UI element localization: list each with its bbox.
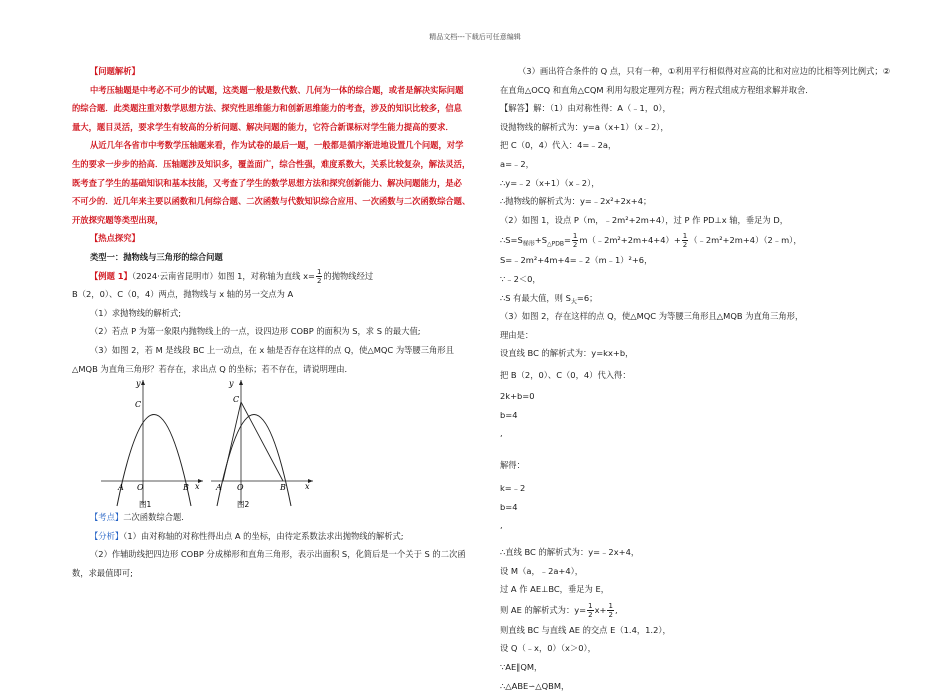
analysis-line: 量大，题目灵活，要求学生有较高的分析问题、解决问题的能力，它符合新课标对学生能力提高的要求． [72,121,454,132]
y-arrow [141,380,145,385]
analysis-title: 【问题解析】 [90,66,140,76]
frac-den: 2 [608,610,613,619]
frac-num: 1 [608,601,613,610]
frac-den: 2 [588,610,593,619]
solution-line: 设抛物线的解析式为：y=a（x+1）（x﹣2）， [500,121,669,132]
text: m（﹣2m²+2m+4+4）+ [579,235,681,246]
solution-line: 设直线 BC 的解析式为：y=kx+b， [500,348,634,359]
solution-line: 理由是： [500,329,534,340]
solution-line: a=﹣2， [500,158,534,169]
question-2: （2）若点 P 为第一象限内抛物线上的一点，设四边形 COBP 的面积为 S，求 S 的最大值; [90,326,421,337]
figure-2-caption: 图2 [237,500,250,509]
label-b: B [280,483,286,493]
question-3-cont: △MQB 为直角三角形？若存在，求出点 Q 的坐标；若不存在，请说明理由． [72,363,353,374]
equation: b=4 [500,409,518,420]
analysis-line: 的综合题．此类题注重对数学思想方法、探究性思维能力和创新思维能力的考查，涉及的知识比较多，信息 [72,103,462,114]
fenxi-line: 数，求最值即可; [72,567,133,578]
label-c: C [135,400,142,410]
label-x: x [195,482,200,492]
frac-den: 2 [682,241,688,250]
fraction [572,232,578,249]
frac-num: 1 [316,267,322,276]
text: 把 B（2，0）、C（0，4）代入得： [500,369,631,380]
solution-line: （2）如图 1，设点 P（m，﹣2m²+2m+4），过 P 作 PD⊥x 轴，垂足为 D， [500,214,789,225]
text: （﹣2m²+2m+4）（2﹣m）， [689,235,802,246]
fraction [587,602,593,619]
analysis-line: 既考查了学生的基础知识和基本技能，又考查了学生的数学思想方法和探究创新能力、解决问题能力，是必 [72,177,462,188]
solution-line: 把 C（0，4）代入：4=﹣2a， [500,140,617,151]
label-x: x [305,482,310,492]
solution-line: ∵AE∥QM， [500,662,543,673]
subscript: 梯形 [522,241,535,248]
solution-line [500,451,890,479]
label-y: y [136,379,141,389]
fenxi-line [72,527,477,546]
frac-num: 1 [572,232,578,241]
figure-1-caption: 图1 [139,500,152,509]
frac-den: 2 [572,241,578,250]
solution-line: ∴直线 BC 的解析式为：y=﹣2x+4， [500,547,640,558]
figure-2 [207,378,317,508]
question-3: （3）如图 2，若 M 是线段 BC 上一动点，在 x 轴是否存在这样的点 Q，使△MQC 为等腰三角形且 [90,344,454,355]
solution-line: ∴抛物线的解析式为：y=﹣2x²+2x+4； [500,196,652,207]
label-c: C [233,395,240,405]
label-b: B [183,483,189,493]
left-column [72,62,477,582]
figure-1 [97,378,207,508]
solution-line [500,229,890,251]
fraction [607,602,613,619]
text: +S [534,235,547,246]
page-header: 精品文档---下载后可任意编辑 [429,33,521,41]
analysis-line: 开放探究题等类型出现， [72,214,164,225]
fenxi-text: （1）由对称轴的对称性得出点 A 的坐标，由待定系数法求出抛物线的解析式; [123,530,404,541]
kaodian-tag: 【考点】 [90,512,124,523]
analysis-line: 从近几年各省市中考数学压轴题来看，作为试卷的最后一题，一般都是循序渐进地设置几个问题，对学 [90,140,464,151]
label-y: y [229,379,234,389]
equation: b=4 [500,501,518,512]
text: 解得： [500,459,525,470]
solution-line: 【解答】解：（1）由对称性得：A（﹣1，0）， [500,103,671,114]
frac-num: 1 [682,232,688,241]
text: = [563,235,571,246]
example-text-b: 的抛物线经过 [323,270,374,281]
example-line: B（2，0）、C（0，4）两点，抛物线与 x 轴的另一交点为 A [72,289,294,300]
hot-title: 【热点探究】 [90,233,140,244]
fraction [682,232,688,249]
text: ∴S=S [500,235,523,246]
right-column: （3）画出符合条件的 Q 点，只有一种，①利用平行相似得对应高的比和对应边的比相等列比例式；② 在直角△OCQ 和直角△CQM 利用勾股定理列方程；两方程式组成方程组求解并取舍． 【解答】解：（1）由对称性得：A（﹣1，0）， 设抛物线的解析式为：y=a（x+1）（x﹣2）， 把 C（0，4）代入：4=﹣2a， a=﹣2， ∴y=﹣2（x+1）（x﹣2）， ∴抛物线的解析式为：y=﹣2x²+2x+4； （2）如图 1，设点 P（m，﹣2m²+2m+4），过 P 作 PD⊥x 轴，垂足为 D， $\therefore S=S_{梯形}+S_{\triangle PDB}=$ $\frac{1}{2}$ m（﹣2m²+2m+4+4）+ $\frac{1}{2}$ （﹣2m²+2m+4）（2﹣m）， S=﹣2m²+4m+4=﹣2（m﹣1）²+6， ∵﹣2＜0， ∴S 有最大值，则 $S_大=6$； （3）如图 2，存在这样的点 Q，使△MQC 为等腰三角形且△MQB 为直角三角形， 理由是： 设直线 BC 的解析式为：y=kx+b， 把 B（2，0）、C（0，4）代入得： 2k+b=0 b=4 , 解得： k=﹣2 b=4 , ∴直线 BC 的解析式为：y=﹣2x+4， 设 M（a，﹣2a+4）， 过 A 作 AE⊥BC，垂足为 E， 则 AE 的解析式为：y= $\frac{1}{2}$ x+ $\frac{1}{2}$ , 则直线 BC 与直线 AE 的交点 E（1.4，1.2）， 设 Q（﹣x，0）（x＞0）， ∵AE∥QM， ∴△ABE∽△QBM， [500,62,890,695]
solution-line: S=﹣2m²+4m+4=﹣2（m﹣1）²+6， [500,255,653,266]
frac-num: 1 [588,601,593,610]
equation: k=﹣2 [500,482,526,493]
fraction [316,268,322,285]
solution-line: 过 A 作 AE⊥BC，垂足为 E， [500,584,610,595]
label-o: O [137,483,144,493]
figures [72,378,477,508]
y-arrow [239,380,243,385]
kaodian-line [72,508,477,527]
solution-line: ∵﹣2＜0， [500,273,541,284]
text: x+ [594,604,607,615]
parabola [117,415,191,507]
analysis-line: 中考压轴题是中考必不可少的试题，这类题一般是数代数、几何为一体的综合题，或者是解决实际问题 [90,84,464,95]
solution-line: ∴y=﹣2（x+1）（x﹣2）， [500,177,600,188]
example-line [72,267,477,286]
text: =6； [576,292,598,303]
solution-line: 设 M（a，﹣2a+4）， [500,565,584,576]
question-1: （1）求抛物线的解析式; [90,307,182,318]
equation: 2k+b=0 [500,390,535,401]
label-a: A [118,483,124,493]
solution-line [500,363,890,387]
subscript: 大 [570,298,577,306]
solution-line: （3）画出符合条件的 Q 点，只有一种，①利用平行相似得对应高的比和对应边的比相等列比例式；② [518,66,891,76]
text: 则 AE 的解析式为：y= [500,604,587,615]
example-text-a: （2024·云南省昆明市）如图 1，对称轴为直线 x= [131,270,315,281]
segment-ac [223,402,241,481]
solution-line: 则 AE 的解析式为：y= $\frac{1}{2}$ x+ $\frac{1}{2}$ , [500,601,618,619]
kaodian-text: 二次函数综合题． [123,512,190,523]
segment-cb [241,402,283,481]
solution-line: （3）如图 2，存在这样的点 Q，使△MQC 为等腰三角形且△MQB 为直角三角形， [500,311,804,322]
example-tag: 【例题 1】 [90,270,132,281]
frac-den: 2 [316,276,322,285]
solution-line: 设 Q（﹣x，0）（x＞0）， [500,643,596,654]
type-heading: 类型一：抛物线与三角形的综合问题 [90,251,223,262]
solution-line: 则直线 BC 与直线 AE 的交点 E（1.4，1.2）， [500,624,671,635]
solution-line [500,289,890,308]
fenxi-tag: 【分析】 [90,530,124,541]
solution-line: ∴△ABE∽△QBM， [500,680,570,691]
fenxi-line: （2）作辅助线把四边形 COBP 分成梯形和直角三角形，表示出面积 S，化简后是一个关于 S 的二次函 [90,549,466,560]
solution-line: 在直角△OCQ 和直角△CQM 利用勾股定理列方程；两方程式组成方程组求解并取舍． [500,84,814,95]
analysis-line: 不可少的．近几年来主要以函数和几何综合题、二次函数与代数知识综合应用、一次函数与二次函数综合题、 [72,196,471,207]
analysis-line: 生的要求一步步的拾高．压轴题涉及知识多，覆盖面广，综合性强，难度系数大，关系比较复杂，解法灵活， [72,158,471,169]
text: ∴S 有最大值，则 S [500,292,571,303]
label-a: A [216,483,222,493]
label-o: O [237,483,244,493]
subscript: △PDB [547,241,564,248]
